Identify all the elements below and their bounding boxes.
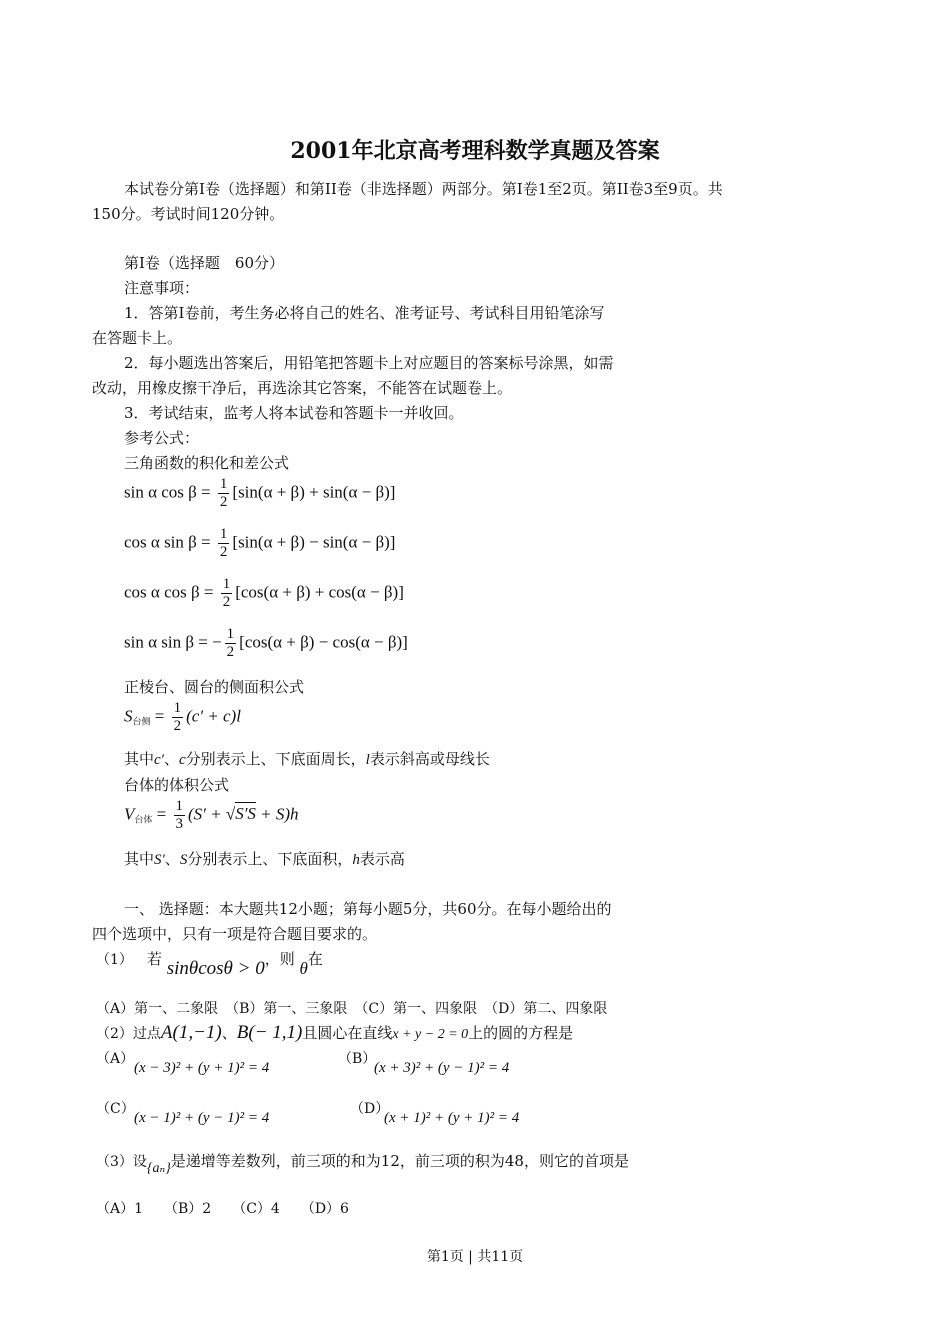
lateral-area-label: 正棱台、圆台的侧面积公式 — [124, 678, 305, 696]
question-3-options: （A）1 （B）2 （C）4 （D）6 — [96, 1201, 349, 1217]
note-3: 3．考试结束，监考人将本试卷和答题卡一并收回。 — [124, 404, 464, 422]
note-1-line-a: 1．答第Ⅰ卷前，考生务必将自己的姓名、准考证号、考试科目用铅笔涂写 — [124, 304, 605, 322]
fraction-half: $\frac{1}{2}$ — [219, 476, 228, 510]
fraction-half: $\frac{1}{2}$ — [226, 626, 235, 660]
question-1: （1） 若 sinθcosθ > 0，则 θ在 — [96, 950, 323, 979]
question-3: （3）设{aₙ}是递增等差数列，前三项的和为12，前三项的积为48，则它的首项是 — [96, 1152, 629, 1176]
formula-product-sum-1: sin α cos β = $\frac{1}{2}$ [sin(α + β) + sin(α − β)] — [124, 476, 396, 510]
page-footer: 第1页 | 共11页 — [426, 1249, 524, 1265]
question-2-option-a: (x − 3)² + (y + 1)² = 4 — [134, 1060, 270, 1076]
section-1-line-1: 一、 选择题：本大题共12小题；第每小题5分，共60分。在每小题给出的 — [124, 900, 612, 918]
reference-formulas-label: 参考公式： — [124, 429, 200, 447]
lateral-area-note: 其中c′、c分别表示上、下底面周长，l表示斜高或母线长 — [124, 750, 490, 768]
section-1-line-2: 四个选项中，只有一项是符合题目要求的。 — [92, 925, 378, 943]
part1-heading: 第Ⅰ卷（选择题 60分） — [124, 254, 285, 272]
formula-product-sum-2: cos α sin β = $\frac{1}{2}$ [sin(α + β) − sin(α − β)] — [124, 526, 396, 560]
question-2: （2）过点A(1,−1)、B(− 1,1)且圆心在直线x + y − 2 = 0上的圆的方程是 — [96, 1022, 574, 1043]
trig-formulas-label: 三角函数的积化和差公式 — [124, 454, 290, 472]
page-title: 2001年北京高考理科数学真题及答案 — [290, 138, 660, 164]
intro-line-2: 150分。考试时间120分钟。 — [92, 205, 285, 223]
intro-line-1: 本试卷分第Ⅰ卷（选择题）和第II卷（非选择题）两部分。第Ⅰ卷1至2页。第II卷3至9页。共 — [124, 180, 723, 198]
fraction-half: $\frac{1}{2}$ — [219, 526, 228, 560]
fraction-half: $\frac{1}{2}$ — [222, 576, 231, 610]
formula-product-sum-4: sin α sin β = − $\frac{1}{2}$ [cos(α + β) − cos(α − β)] — [124, 626, 408, 660]
volume-note: 其中S′、S分别表示上、下底面积，h表示高 — [124, 850, 405, 868]
question-2-option-d-label: （D） — [350, 1101, 390, 1117]
question-2-option-c-label: （C） — [96, 1101, 135, 1117]
formula-frustum-volume: $V_{台体}$ = $\frac{1}{3}$ (S′ + √S′S + S)h — [124, 798, 299, 832]
question-2-option-c: (x − 1)² + (y − 1)² = 4 — [134, 1110, 270, 1126]
fraction-half: $\frac{1}{2}$ — [173, 700, 182, 734]
formula-lateral-area: $S_{台侧}$ = $\frac{1}{2}$ (c′ + c)l — [124, 700, 241, 734]
question-2-option-a-label: （A） — [96, 1051, 135, 1067]
question-2-option-b-label: （B） — [338, 1051, 377, 1067]
sqrt-symbol: √ — [225, 804, 236, 824]
note-2-line-b: 改动，用橡皮擦干净后，再选涂其它答案，不能答在试题卷上。 — [92, 379, 513, 397]
question-2-option-b: (x + 3)² + (y − 1)² = 4 — [374, 1060, 510, 1076]
volume-label: 台体的体积公式 — [124, 776, 230, 794]
notice-label: 注意事项： — [124, 279, 200, 297]
note-2-line-a: 2．每小题选出答案后，用铅笔把答题卡上对应题目的答案标号涂黑，如需 — [124, 354, 614, 372]
question-2-option-d: (x + 1)² + (y + 1)² = 4 — [384, 1110, 520, 1126]
note-1-line-b: 在答题卡上。 — [92, 329, 183, 347]
fraction-third: $\frac{1}{3}$ — [175, 798, 183, 832]
formula-product-sum-3: cos α cos β = $\frac{1}{2}$ [cos(α + β) + cos(α − β)] — [124, 576, 404, 610]
question-1-options: （A）第一、二象限 （B）第一、三象限 （C）第一、四象限 （D）第二、四象限 — [96, 1001, 608, 1017]
